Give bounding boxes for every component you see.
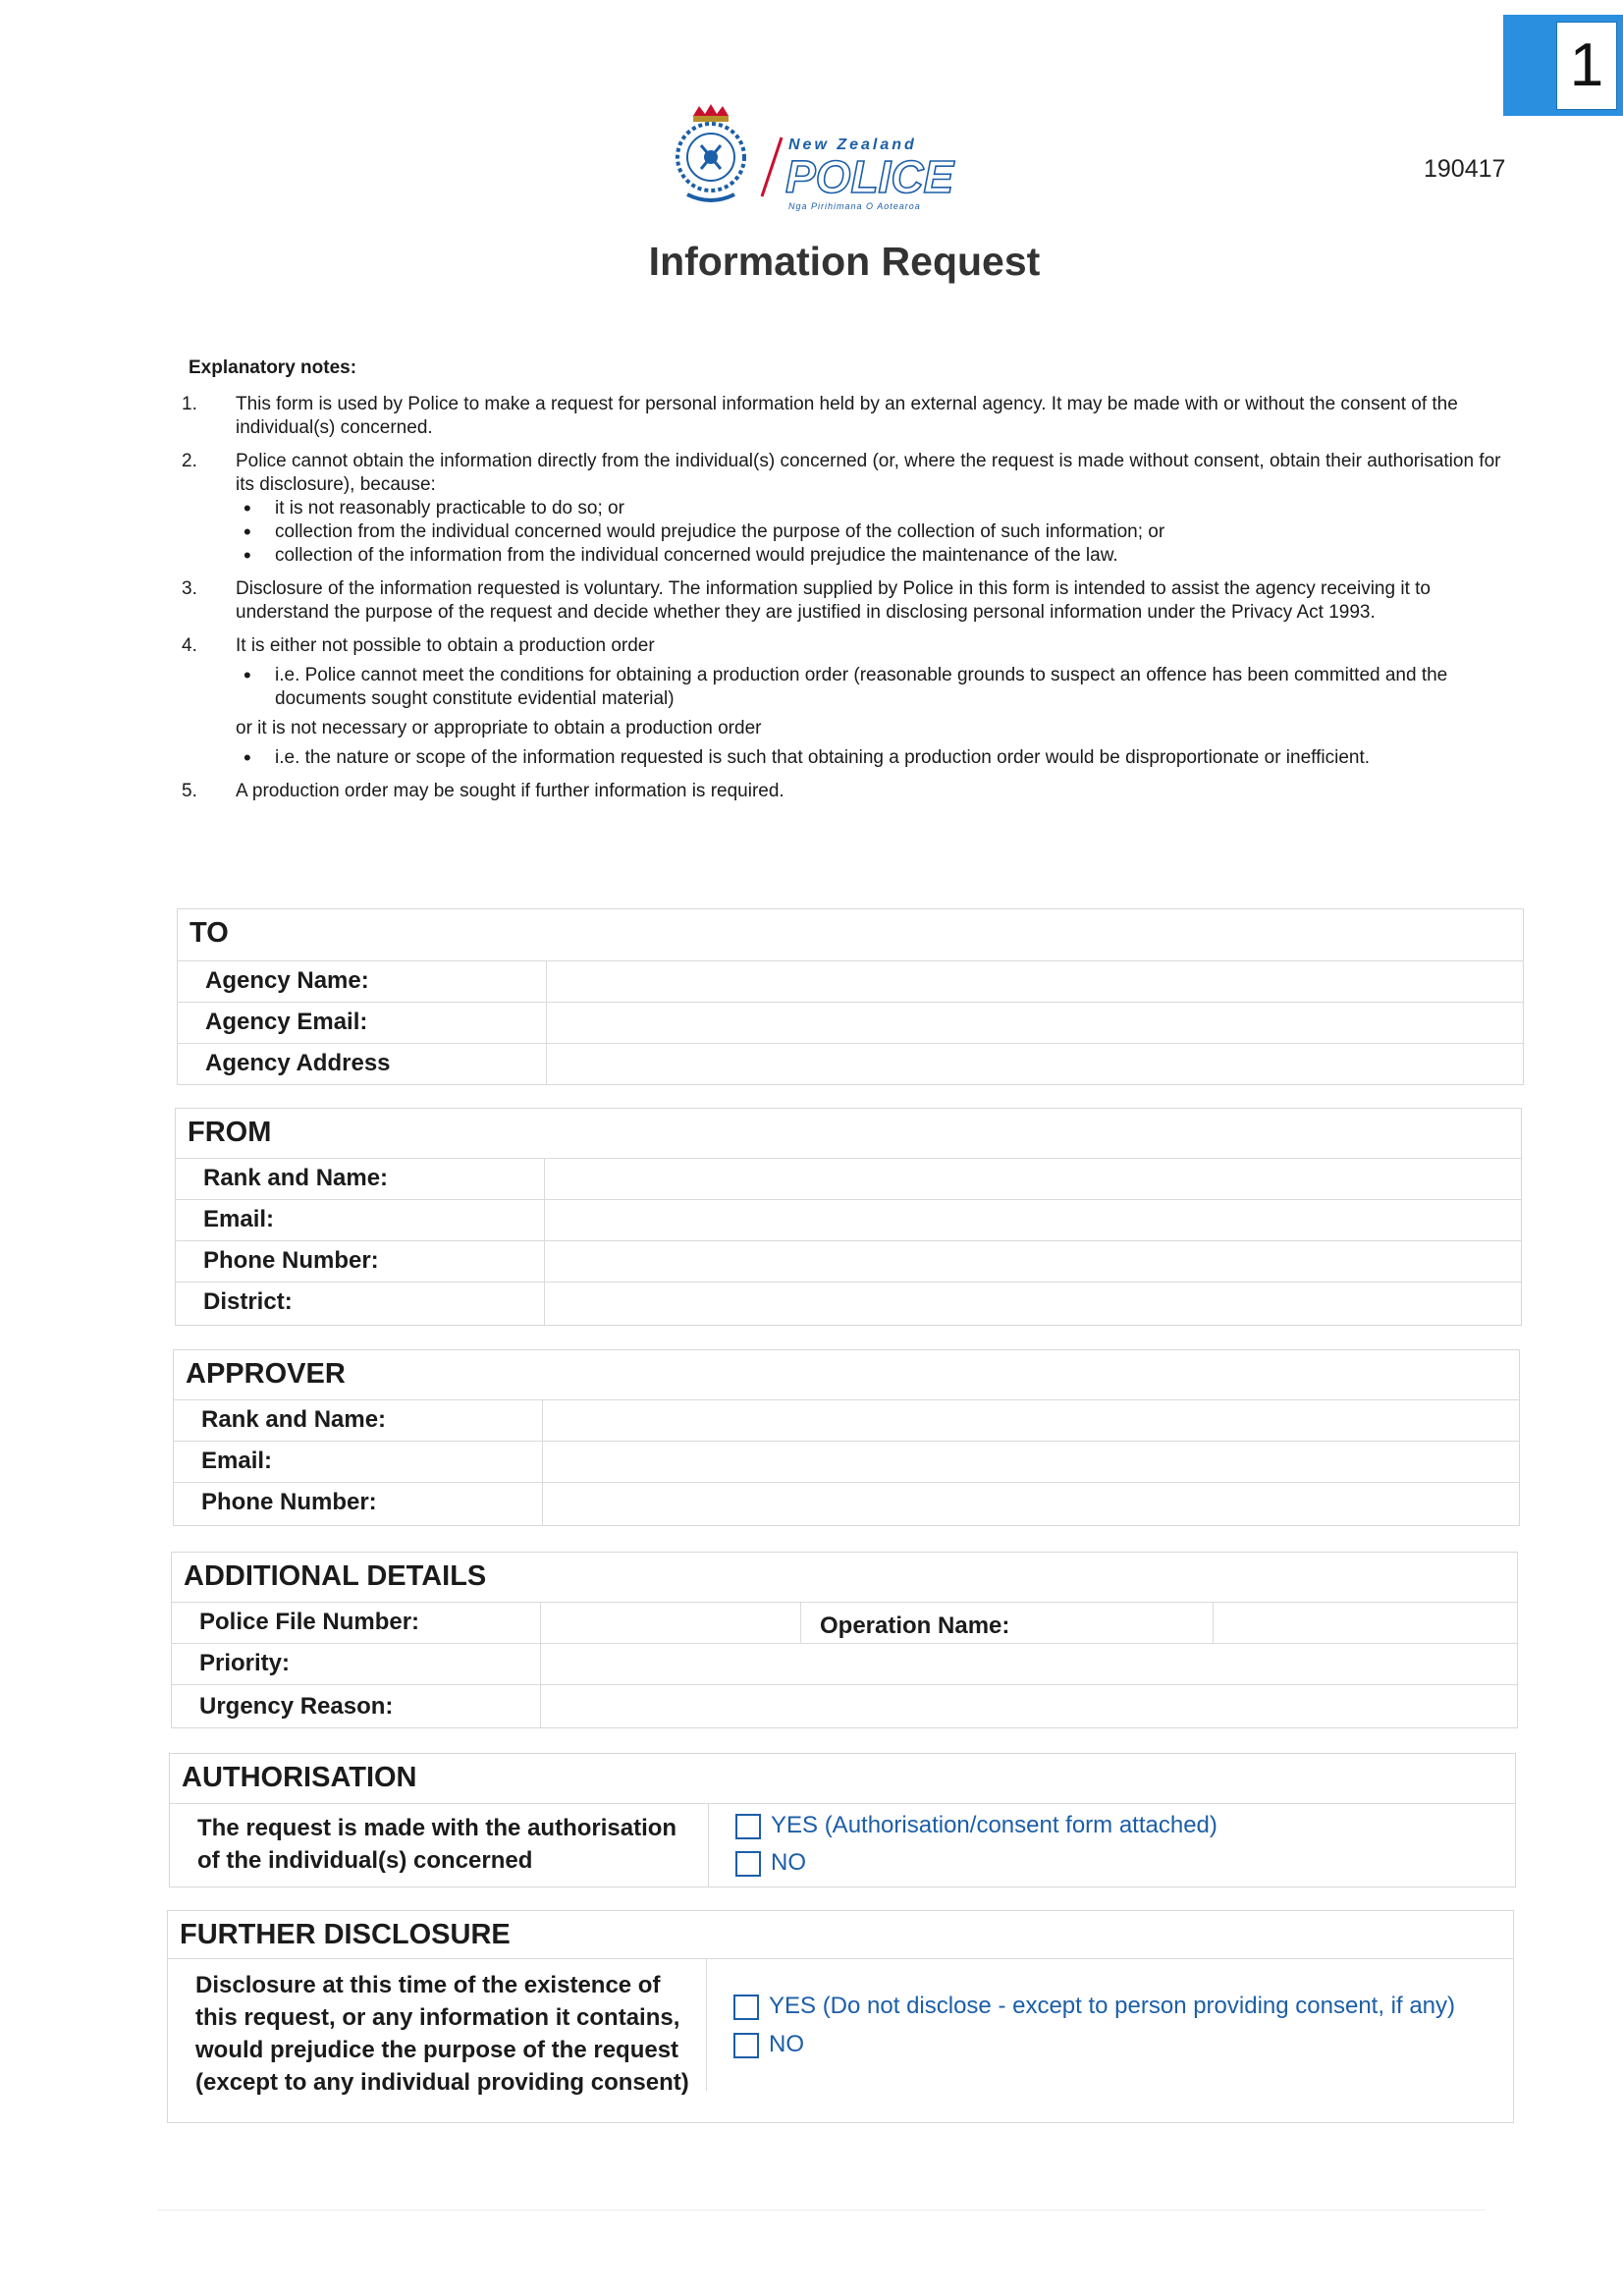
file-number-row (172, 1602, 1517, 1644)
additional-details-section (171, 1552, 1518, 1728)
field-label: Email: (203, 1206, 275, 1232)
phone-row (174, 1482, 1519, 1525)
agency-name-field[interactable] (547, 961, 1523, 1003)
checkbox[interactable] (735, 1851, 761, 1877)
authorisation-section (169, 1753, 1516, 1887)
further-disclosure-section (167, 1910, 1514, 2123)
field-label: Operation Name: (820, 1613, 1010, 1639)
field-label: Rank and Name: (203, 1165, 389, 1191)
option-label: YES (Do not disclose - except to person providing consent, if any) (769, 1993, 1456, 2019)
column-divider (708, 1804, 709, 1886)
label-line: this request, or any information it contains, (195, 2004, 680, 2031)
urgency-reason-field[interactable] (541, 1685, 1517, 1727)
further-disclosure-row (168, 1958, 1513, 2096)
operation-name-field[interactable] (1214, 1603, 1517, 1644)
agency-address-field[interactable] (547, 1044, 1523, 1085)
field-label: Rank and Name: (201, 1406, 387, 1433)
note-number: 4. (182, 635, 197, 656)
logo-text-sub: Nga Pirihimana O Aotearoa (788, 201, 921, 211)
label-line: The request is made with the authorisation (197, 1815, 677, 1841)
note-text: or it is not necessary or appropriate to obtain a production order (236, 718, 762, 738)
note-text: A production order may be sought if further information is required. (236, 781, 784, 801)
field-label: Agency Address (205, 1050, 391, 1076)
from-district-field[interactable] (545, 1283, 1521, 1325)
field-label: Email: (201, 1448, 273, 1474)
approver-email-field[interactable] (543, 1442, 1519, 1483)
note-1 (182, 393, 1517, 440)
email-row (176, 1199, 1521, 1241)
label-line: would prejudice the purpose of the request (195, 2037, 679, 2063)
note-number: 2. (182, 451, 197, 471)
rank-name-row (176, 1158, 1521, 1200)
agency-email-row (178, 1002, 1523, 1044)
police-crest-icon (656, 98, 990, 216)
section-title: AUTHORISATION (182, 1762, 417, 1793)
field-label: Agency Email: (205, 1009, 368, 1035)
section-title: FURTHER DISCLOSURE (180, 1919, 511, 1950)
option-label: NO (771, 1849, 806, 1876)
phone-row (176, 1240, 1521, 1283)
label-line: of the individual(s) concerned (197, 1847, 533, 1874)
authorisation-label (197, 1812, 676, 1877)
priority-field[interactable] (541, 1644, 1517, 1685)
label-line: (except to any individual providing consent) (195, 2069, 689, 2096)
field-label: Agency Name: (205, 967, 369, 994)
rank-name-row (174, 1399, 1519, 1442)
option-label: NO (769, 2031, 804, 2057)
note-number: 5. (182, 781, 197, 801)
explanatory-notes (182, 393, 1517, 813)
agency-email-field[interactable] (547, 1003, 1523, 1044)
section-title: ADDITIONAL DETAILS (184, 1560, 487, 1592)
column-divider (800, 1603, 801, 1644)
further-disclosure-no-option[interactable] (733, 2031, 804, 2058)
note-text: This form is used by Police to make a request for personal information held by an external agency. It may be made with or without the consent of the individual(s) concerned. (236, 394, 1458, 438)
district-row (176, 1282, 1521, 1325)
note-bullet: • collection from the individual concerned would prejudice the purpose of the collection of such information; or (236, 520, 1517, 544)
from-email-field[interactable] (545, 1200, 1521, 1241)
page-number: 1 (1556, 22, 1617, 110)
authorisation-yes-option[interactable] (735, 1812, 1217, 1839)
notes-heading: Explanatory notes: (189, 357, 357, 378)
label-line: Disclosure at this time of the existence of (195, 1972, 661, 1998)
section-title: TO (189, 917, 229, 949)
form-code: 190417 (1424, 155, 1506, 183)
field-label: Police File Number: (199, 1609, 420, 1635)
to-section (177, 908, 1524, 1085)
note-bullet: • collection of the information from the individual concerned would prejudice the maintenance of the law. (236, 544, 1517, 568)
field-label: Urgency Reason: (199, 1693, 394, 1720)
note-text: Disclosure of the information requested is voluntary. The information supplied by Police in this form is intended to assist the agency receiving it to understand the purpose of the request and decide whether they are justified in disclosing personal information under the Privacy Act 1993. (236, 578, 1431, 623)
note-bullet: • it is not reasonably practicable to do so; or (236, 497, 1517, 520)
approver-phone-field[interactable] (543, 1483, 1519, 1525)
note-number: 1. (182, 394, 197, 414)
agency-address-row (178, 1043, 1523, 1085)
checkbox[interactable] (735, 1814, 761, 1839)
note-bullet: • i.e. Police cannot meet the conditions for obtaining a production order (reasonable grounds to suspect an offence has been committed and the documents sought constitute evidential material) (236, 664, 1517, 711)
priority-row (172, 1643, 1517, 1685)
authorisation-row (170, 1803, 1515, 1886)
note-4 (182, 634, 1517, 770)
agency-name-row (178, 960, 1523, 1003)
note-5 (182, 780, 1517, 803)
email-row (174, 1441, 1519, 1483)
checkbox[interactable] (733, 1995, 759, 2020)
note-number: 3. (182, 578, 197, 599)
police-file-number-field[interactable] (541, 1603, 800, 1644)
note-text: Police cannot obtain the information directly from the individual(s) concerned (or, where the request is made without consent, obtain their authorisation for its disclosure), because: (236, 451, 1501, 495)
column-divider (706, 1959, 707, 2091)
from-rank-name-field[interactable] (545, 1159, 1521, 1200)
section-title: APPROVER (186, 1358, 346, 1390)
authorisation-no-option[interactable] (735, 1849, 806, 1877)
further-disclosure-label (195, 1969, 689, 2099)
logo-text-main: POLICE (785, 151, 954, 202)
footer-divider (157, 2210, 1486, 2211)
from-section (175, 1108, 1522, 1326)
logo-text-top: New Zealand (788, 137, 917, 153)
field-label: Phone Number: (203, 1247, 379, 1274)
note-3 (182, 577, 1517, 625)
note-2 (182, 450, 1517, 568)
approver-rank-name-field[interactable] (543, 1400, 1519, 1442)
field-label: Phone Number: (201, 1489, 377, 1515)
field-label: Priority: (199, 1650, 291, 1676)
note-text: It is either not possible to obtain a production order (236, 635, 655, 656)
checkbox[interactable] (733, 2033, 759, 2058)
further-disclosure-yes-option[interactable] (733, 1993, 1455, 2020)
page-title: Information Request (648, 239, 1041, 284)
option-label: YES (Authorisation/consent form attached) (771, 1812, 1217, 1838)
from-phone-field[interactable] (545, 1241, 1521, 1283)
section-title: FROM (188, 1117, 272, 1148)
approver-section (173, 1349, 1520, 1526)
urgency-reason-row (172, 1684, 1517, 1727)
police-logo (656, 98, 990, 216)
field-label: District: (203, 1288, 293, 1315)
note-bullet: • i.e. the nature or scope of the information requested is such that obtaining a production order would be disproportionate or inefficient. (236, 746, 1517, 770)
